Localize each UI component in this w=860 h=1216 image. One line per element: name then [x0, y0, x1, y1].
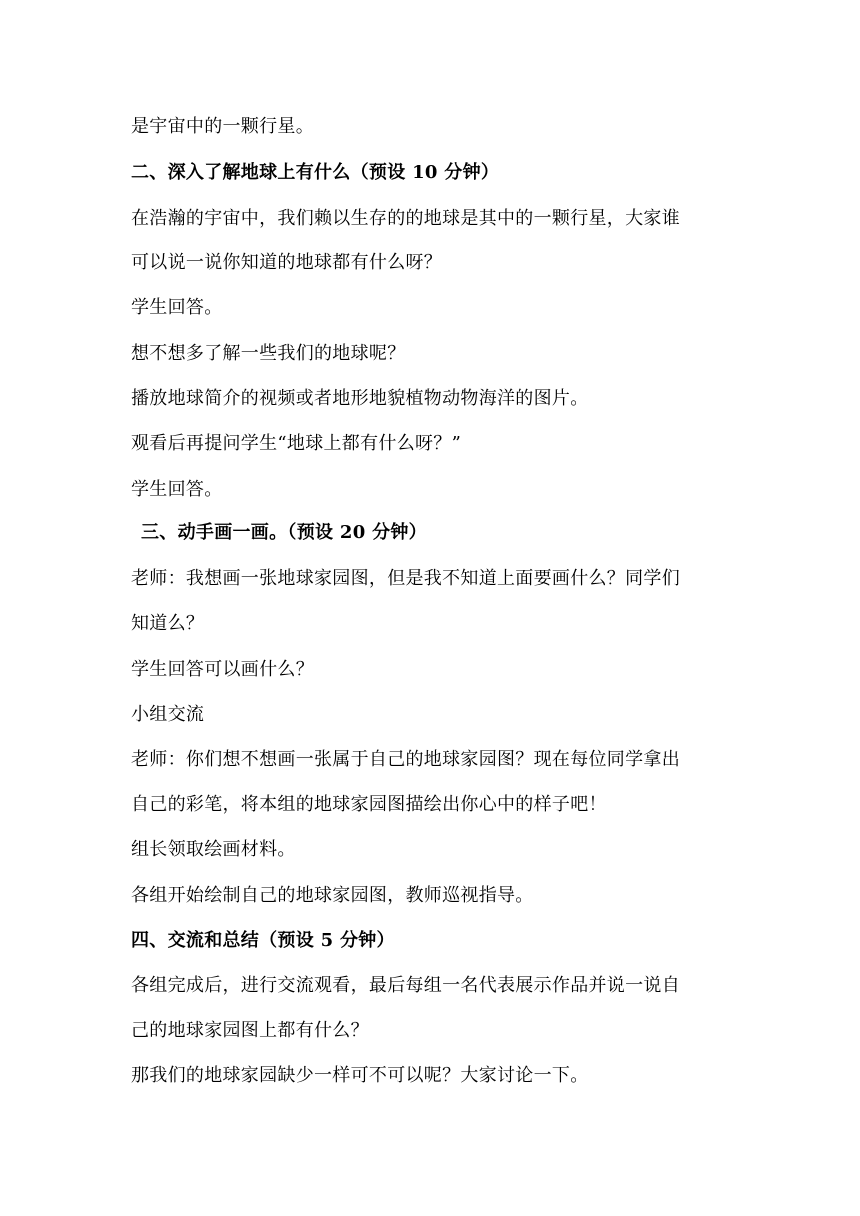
- body-text-line: 可以说一说你知道的地球都有什么呀？: [131, 252, 443, 273]
- body-text-line: 老师：我想画一张地球家园图，但是我不知道上面要画什么？同学们: [131, 568, 680, 589]
- body-text-line: 各组开始绘制自己的地球家园图，教师巡视指导。: [131, 885, 534, 906]
- body-text-line: 学生回答可以画什么？: [131, 659, 314, 680]
- body-text-line: 老师：你们想不想画一张属于自己的地球家园图？现在每位同学拿出: [131, 749, 680, 770]
- body-text-line: 观看后再提问学生“地球上都有什么呀？”: [131, 433, 462, 454]
- body-text-line: 那我们的地球家园缺少一样可不可以呢？大家讨论一下。: [131, 1065, 589, 1086]
- body-text-line: 自己的彩笔，将本组的地球家园图描绘出你心中的样子吧！: [131, 794, 607, 815]
- body-text-line: 在浩瀚的宇宙中，我们赖以生存的的地球是其中的一颗行星，大家谁: [131, 208, 680, 229]
- body-text-line: 各组完成后，进行交流观看，最后每组一名代表展示作品并说一说自: [131, 975, 680, 996]
- section-heading-2: 二、深入了解地球上有什么（预设 10 分钟）: [131, 162, 500, 183]
- section-heading-3: 三、动手画一画。（预设 20 分钟）: [141, 522, 427, 543]
- body-text-line: 小组交流: [131, 704, 205, 725]
- body-text-line: 组长领取绘画材料。: [131, 839, 296, 860]
- body-text-line: 知道么？: [131, 613, 205, 634]
- body-text-line: 想不想多了解一些我们的地球呢？: [131, 343, 406, 364]
- body-text-line: 学生回答。: [131, 479, 223, 500]
- body-text-line: 学生回答。: [131, 297, 223, 318]
- body-text-line: 己的地球家园图上都有什么？: [131, 1020, 369, 1041]
- body-text-line: 是宇宙中的一颗行星。: [131, 116, 314, 137]
- section-heading-4: 四、交流和总结（预设 5 分钟）: [131, 930, 395, 951]
- body-text-line: 播放地球简介的视频或者地形地貌植物动物海洋的图片。: [131, 388, 589, 409]
